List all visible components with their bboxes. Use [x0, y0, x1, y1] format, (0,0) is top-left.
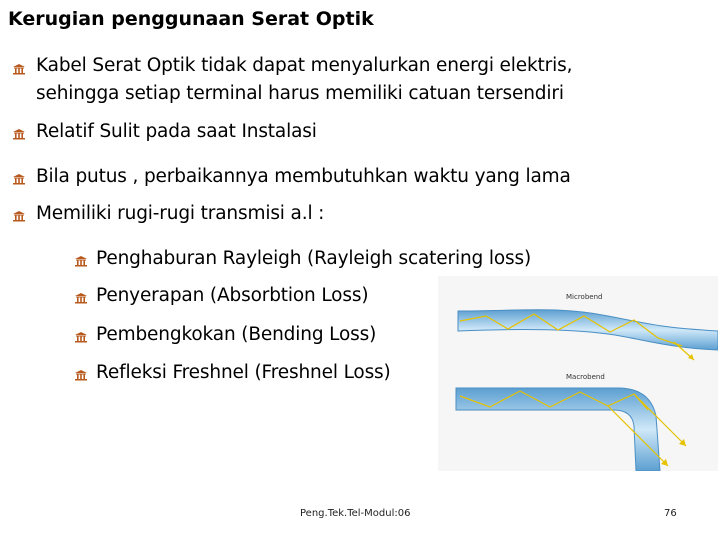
sub-bullet-text: Penyerapan (Absorbtion Loss)	[96, 285, 369, 306]
building-bullet-icon	[12, 128, 26, 140]
bullet-text: Kabel Serat Optik tidak dapat menyalurkan energi elektris,	[36, 55, 573, 76]
bullet-text: Memiliki rugi-rugi transmisi a.l :	[36, 203, 325, 224]
building-bullet-icon	[74, 292, 88, 304]
bullet-text: Bila putus , perbaikannya membutuhkan waktu yang lama	[36, 166, 571, 187]
building-bullet-icon	[74, 255, 88, 267]
footer-module: Peng.Tek.Tel-Modul:06	[300, 508, 411, 519]
microbend-label: Microbend	[566, 293, 603, 301]
sub-bullet-text: Refleksi Freshnel (Freshnel Loss)	[96, 362, 391, 383]
bullet-text: Relatif Sulit pada saat Instalasi	[36, 121, 317, 142]
building-bullet-icon	[12, 173, 26, 185]
page-number: 76	[664, 508, 677, 519]
bullet-text-continued: sehingga setiap terminal harus memiliki catuan tersendiri	[36, 83, 564, 104]
building-bullet-icon	[74, 369, 88, 381]
bending-loss-figure	[438, 276, 718, 471]
building-bullet-icon	[74, 331, 88, 343]
sub-bullet-text: Penghaburan Rayleigh (Rayleigh scatering loss)	[96, 248, 532, 269]
slide-title: Kerugian penggunaan Serat Optik	[8, 8, 374, 30]
macrobend-label: Macrobend	[566, 373, 605, 381]
sub-bullet-text: Pembengkokan (Bending Loss)	[96, 324, 377, 345]
building-bullet-icon	[12, 210, 26, 222]
building-bullet-icon	[12, 63, 26, 75]
